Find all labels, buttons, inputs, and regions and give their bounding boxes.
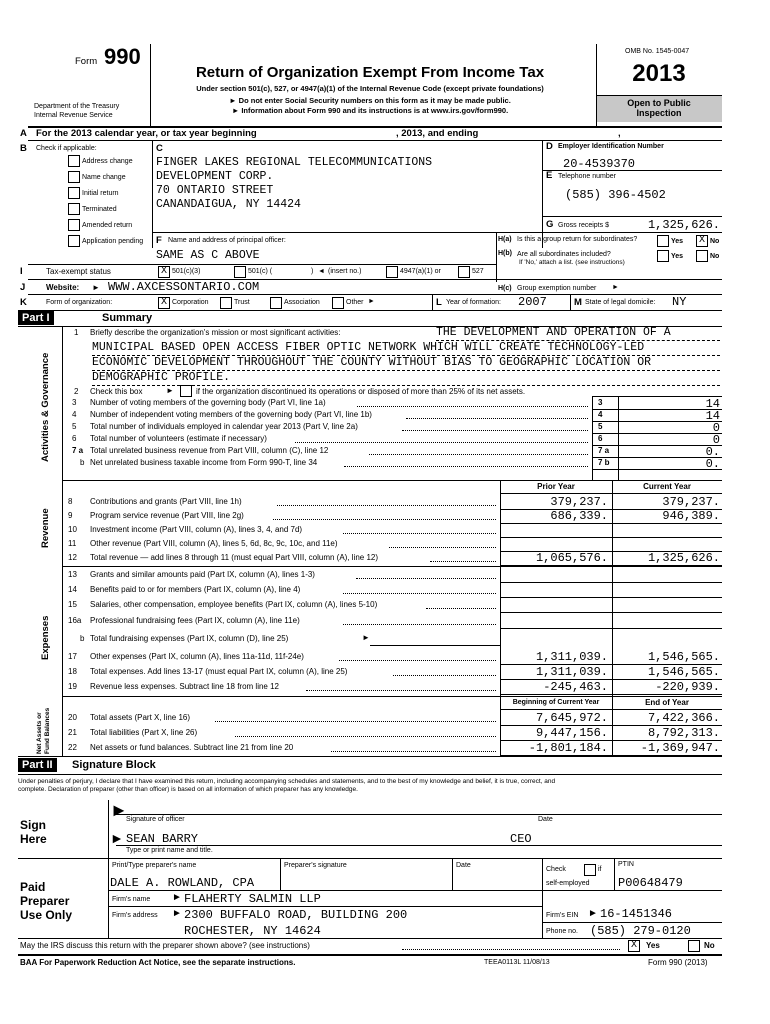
address-change-label: Address change <box>82 158 133 165</box>
open-inspection-badge <box>596 96 722 122</box>
gov-line-box: 3 <box>598 398 603 407</box>
money-line-leader <box>273 519 496 520</box>
form-header <box>0 0 770 130</box>
money-line-leader <box>389 547 496 548</box>
discontinued-checkbox[interactable] <box>180 385 192 397</box>
j-label: J <box>20 282 26 293</box>
gov-line-leader <box>357 406 589 407</box>
firm-name-label: Firm's name <box>112 896 151 903</box>
m-text: State of legal domicile: <box>585 299 656 306</box>
g-label: G <box>546 219 554 230</box>
gov-line-text: Net unrelated business taxable income from Form 990-T, line 34 <box>90 458 318 467</box>
if-label: if <box>598 866 602 873</box>
penalty-text-1: Under penalties of perjury, I declare that I have examined this return, including accompanying schedules and statements, and to the best of my knowledge and belief, it is true, correct, and <box>18 778 556 785</box>
current-value: 1,546,565. <box>647 665 720 679</box>
name-change-checkbox[interactable] <box>68 171 80 183</box>
money-line-rule <box>500 612 722 613</box>
i-title: Tax-exempt status <box>46 267 111 276</box>
org-name-address <box>156 156 432 212</box>
m-label: M <box>574 297 582 308</box>
money-line-leader <box>235 736 496 737</box>
4947-label: 4947(a)(1) or <box>400 268 441 275</box>
line2-arrow: ► <box>166 386 174 395</box>
firm-address-label: Firm's address <box>112 912 158 919</box>
gov-line-leader <box>406 418 588 419</box>
money-line-text: Grants and similar amounts paid (Part IX, column (A), lines 1-3) <box>90 570 315 579</box>
form-label: Form <box>75 56 98 67</box>
money-line-num: 12 <box>68 553 77 562</box>
ssn-notice: ► Do not enter Social Security numbers on this form as it may be made public. <box>229 96 511 105</box>
money-line-leader <box>343 624 496 625</box>
gov-line-text: Total number of volunteers (estimate if necessary) <box>90 434 267 443</box>
firm-address-line1: 2300 BUFFALO ROAD, BUILDING 200 <box>184 908 408 922</box>
k-title: Form of organization: <box>46 299 113 306</box>
line-a-label: A <box>20 128 27 139</box>
prior-value: 1,065,576. <box>535 551 608 565</box>
dept-irs: Internal Revenue Service <box>34 112 113 119</box>
mission-line4: DEMOGRAPHIC PROFILE. <box>92 371 720 386</box>
ptin-label: PTIN <box>618 861 634 868</box>
side-net-assets: Net Assets or <box>36 712 43 754</box>
gross-receipts-value: 1,325,626. <box>647 218 720 232</box>
ein-value: 20-4539370 <box>563 157 636 171</box>
part1-tag: Part I <box>18 311 54 325</box>
gov-line-num: 7 a <box>72 446 84 455</box>
money-line-rule <box>500 597 722 598</box>
money-line-leader <box>343 533 496 534</box>
line-a-text: For the 2013 calendar year, or tax year beginning <box>36 128 257 139</box>
line-a-mid: , 2013, and ending <box>396 128 479 139</box>
501c3-checkbox[interactable]: X <box>158 266 170 278</box>
money-line-leader <box>331 751 496 752</box>
sign-date-label: Date <box>538 816 553 823</box>
prior-value: 9,447,156. <box>535 726 608 740</box>
paid-label-3: Use Only <box>20 908 73 922</box>
gov-line-value: 0 <box>712 433 720 447</box>
line16b-num: b <box>80 634 85 643</box>
preparer-date-label: Date <box>456 862 471 869</box>
current-value: 7,422,366. <box>647 711 720 725</box>
gov-line-text: Total number of individuals employed in calendar year 2013 (Part V, line 2a) <box>90 422 358 431</box>
baa-text: BAA For Paperwork Reduction Act Notice, see the separate instructions. <box>20 958 296 967</box>
l-text: Year of formation: <box>446 299 501 306</box>
firm-phone-label: Phone no. <box>546 928 578 935</box>
current-value: 946,389. <box>662 509 720 523</box>
current-value: 1,546,565. <box>647 650 720 664</box>
money-line-text: Net assets or fund balances. Subtract line 21 from line 20 <box>90 743 294 752</box>
initial-return-label: Initial return <box>82 190 119 197</box>
org-city: CANANDAIGUA, NY 14424 <box>156 198 301 211</box>
side-expenses: Expenses <box>40 615 51 660</box>
ha-no-checkbox[interactable]: X <box>696 235 708 247</box>
corporation-checkbox[interactable]: X <box>158 297 170 309</box>
sign-label-1: Sign <box>20 818 46 832</box>
hb-label: H(b) <box>498 250 512 257</box>
f-label: F <box>156 235 162 246</box>
paid-label-1: Paid <box>20 880 46 894</box>
discuss-text: May the IRS discuss this return with the preparer shown above? (see instructions) <box>20 941 310 950</box>
line2-text-a: Check this box <box>90 387 143 396</box>
line2-text-b: if the organization discontinued its operations or disposed of more than 25% of its net assets. <box>196 387 526 396</box>
discuss-no-checkbox[interactable] <box>688 940 700 952</box>
hb-text: Are all subordinates included? <box>517 251 611 258</box>
gov-line-box: 6 <box>598 434 603 443</box>
officer-title: CEO <box>510 832 532 846</box>
money-line-text: Benefits paid to or for members (Part IX, column (A), line 4) <box>90 585 301 594</box>
form-subtitle: Under section 501(c), 527, or 4947(a)(1) of the Internal Revenue Code (except private foundations) <box>196 84 544 93</box>
prior-value: 686,339. <box>550 509 608 523</box>
col-end-year: End of Year <box>645 698 689 707</box>
f-title: Name and address of principal officer: <box>168 237 286 244</box>
line2-num: 2 <box>74 387 79 396</box>
gov-line-box: 5 <box>598 422 603 431</box>
d-title: Employer Identification Number <box>558 143 664 150</box>
money-line-text: Total revenue — add lines 8 through 11 (must equal Part VIII, column (A), line 12) <box>90 553 378 562</box>
ha-yes-checkbox[interactable] <box>657 235 669 247</box>
money-line-num: 14 <box>68 585 77 594</box>
ha-no-label: No <box>710 238 720 245</box>
money-line-rule <box>500 628 722 629</box>
money-line-leader <box>277 505 496 506</box>
open-inspection-line2: Inspection <box>636 108 682 118</box>
money-line-leader <box>356 578 496 579</box>
sign-arrow-2: ► <box>110 830 124 846</box>
current-value: -1,369,947. <box>640 741 720 755</box>
terminated-label: Terminated <box>82 206 117 213</box>
money-line-leader <box>215 721 497 722</box>
part2-title: Signature Block <box>72 759 156 771</box>
gov-line-text: Total unrelated business revenue from Part VIII, column (C), line 12 <box>90 446 329 455</box>
initial-return-checkbox[interactable] <box>68 187 80 199</box>
d-label: D <box>546 141 553 152</box>
money-line-num: 11 <box>68 539 77 548</box>
money-line-text: Total expenses. Add lines 13-17 (must equal Part IX, column (A), line 25) <box>90 667 348 676</box>
money-line-leader <box>339 660 496 661</box>
prior-value: 1,311,039. <box>535 650 608 664</box>
side-activities-governance: Activities & Governance <box>40 352 51 462</box>
527-checkbox[interactable] <box>458 266 470 278</box>
gov-line-value: 14 <box>705 397 720 411</box>
e-title: Telephone number <box>558 173 616 180</box>
money-line-text: Program service revenue (Part VIII, line 2g) <box>90 511 244 520</box>
hb-yes-checkbox[interactable] <box>657 250 669 262</box>
money-line-leader <box>430 561 496 562</box>
line16b-text: Total fundraising expenses (Part IX, column (D), line 25) <box>90 634 289 643</box>
money-line-num: 22 <box>68 743 77 752</box>
gov-line-leader <box>369 454 588 455</box>
b-check-if: Check if applicable: <box>36 145 97 152</box>
gov-line-leader <box>344 466 588 467</box>
money-line-num: 10 <box>68 525 77 534</box>
prior-value: 7,645,972. <box>535 711 608 725</box>
gov-line-box: 4 <box>598 410 603 419</box>
gov-line-leader <box>295 442 588 443</box>
info-notice-text: Information about Form 990 and its instructions is at www.irs.gov/form990. <box>241 106 509 115</box>
money-line-leader <box>306 690 496 691</box>
money-line-num: 8 <box>68 497 73 506</box>
org-street: 70 ONTARIO STREET <box>156 184 274 197</box>
l-label: L <box>436 297 442 308</box>
mission-line3: ECONOMIC DEVELOPMENT THROUGHOUT THE COUNTY WITHOUT BIAS TO GEOGRAPHIC LOCATION OR <box>92 356 720 371</box>
form-code: TEEA0113L 11/08/13 <box>484 959 550 966</box>
type-print-label: Type or print name and title. <box>126 847 213 854</box>
firm-address-arrow: ► <box>172 908 182 919</box>
part2-tag: Part II <box>18 758 57 772</box>
application-pending-label: Application pending <box>82 238 144 245</box>
money-line-num: 20 <box>68 713 77 722</box>
ha-text: Is this a group return for subordinates? <box>517 236 638 243</box>
hb-no-checkbox[interactable] <box>696 250 708 262</box>
discuss-yes-label: Yes <box>646 941 660 950</box>
self-employed-checkbox[interactable] <box>584 864 596 876</box>
penalty-text-2: complete. Declaration of preparer (other than officer) is based on all information of which preparer has any knowledge. <box>18 786 358 793</box>
preparer-name-label: Print/Type preparer's name <box>112 862 197 869</box>
terminated-checkbox[interactable] <box>68 203 80 215</box>
prior-value: -245,463. <box>543 680 608 694</box>
preparer-signature-label: Preparer's signature <box>284 862 347 869</box>
money-line-num: 18 <box>68 667 77 676</box>
gov-line-leader <box>402 430 588 431</box>
col-prior-year: Prior Year <box>537 482 575 491</box>
firm-ein-arrow: ► <box>588 908 598 919</box>
firm-address-line2: ROCHESTER, NY 14624 <box>184 924 321 938</box>
money-line-rule <box>500 537 722 538</box>
money-line-text: Professional fundraising fees (Part IX, column (A), line 11e) <box>90 616 300 625</box>
current-value: 8,792,313. <box>647 726 720 740</box>
money-line-num: 16a <box>68 616 82 625</box>
money-line-text: Other expenses (Part IX, column (A), lines 11a-11d, 11f-24e) <box>90 652 304 661</box>
gov-line-box: 7 b <box>598 458 610 467</box>
b-label: B <box>20 143 27 154</box>
money-line-leader <box>393 675 496 676</box>
open-inspection-line1: Open to Public <box>627 98 691 108</box>
money-line-text: Total assets (Part X, line 16) <box>90 713 191 722</box>
col-current-year: Current Year <box>643 482 691 491</box>
mission-line2: MUNICIPAL BASED OPEN ACCESS FIBER OPTIC NETWORK WHICH WILL CREATE TECHNOLOGY-LED <box>92 341 720 356</box>
501c-checkbox[interactable] <box>234 266 246 278</box>
officer-name: SEAN BARRY <box>126 832 199 846</box>
other-arrow: ► <box>368 298 375 305</box>
officer-signature-label: Signature of officer <box>126 816 185 823</box>
firm-phone: (585) 279-0120 <box>590 924 691 938</box>
other-checkbox[interactable] <box>332 297 344 309</box>
gov-box-top <box>592 396 722 397</box>
phone-value: (585) 396-4502 <box>565 188 666 202</box>
i-label: I <box>20 266 23 277</box>
gov-line-text: Number of voting members of the governing body (Part VI, line 1a) <box>90 398 326 407</box>
discuss-yes-checkbox[interactable]: X <box>628 940 640 952</box>
org-name-line1: FINGER LAKES REGIONAL TELECOMMUNICATIONS <box>156 156 433 169</box>
501c3-label: 501(c)(3) <box>172 268 201 275</box>
money-line-text: Investment income (Part VIII, column (A), lines 3, 4, and 7d) <box>90 525 303 534</box>
gov-line-value: 0. <box>705 445 720 459</box>
line16b-arrow: ► <box>362 633 370 642</box>
paid-label-2: Preparer <box>20 894 70 908</box>
money-line-rule <box>500 694 722 695</box>
gov-line-num: 3 <box>72 398 77 407</box>
ha-label: H(a) <box>498 236 512 243</box>
ha-yes-label: Yes <box>671 238 684 245</box>
prior-value: 379,237. <box>550 495 608 509</box>
omb-number: OMB No. 1545-0047 <box>625 48 690 55</box>
gov-line-rule <box>592 469 722 470</box>
gov-box-sep <box>592 396 593 480</box>
hb-yes-label: Yes <box>671 253 684 260</box>
association-label: Association <box>284 299 320 306</box>
current-value: 379,237. <box>662 495 720 509</box>
trust-checkbox[interactable] <box>220 297 232 309</box>
side-revenue: Revenue <box>40 508 51 548</box>
501c-label: 501(c) ( <box>248 268 273 275</box>
application-pending-checkbox[interactable] <box>68 235 80 247</box>
gov-line-value: 0. <box>705 457 720 471</box>
side-fund-balances: Fund Balances <box>44 707 51 754</box>
gov-line-box: 7 a <box>598 446 610 455</box>
c-label: C <box>156 143 163 154</box>
hb-no-label: No <box>710 253 720 260</box>
discuss-no-label: No <box>704 941 715 950</box>
line-a-end: , <box>618 128 621 139</box>
money-line-num: 9 <box>68 511 73 520</box>
money-line-rule <box>500 523 722 524</box>
col-beginning-year: Beginning of Current Year <box>512 699 600 706</box>
hc-arrow: ► <box>612 284 619 291</box>
hc-text: Group exemption number <box>517 285 597 292</box>
4947-checkbox[interactable] <box>386 266 398 278</box>
e-label: E <box>546 170 553 181</box>
gov-line-num: 5 <box>72 422 77 431</box>
money-line-text: Total liabilities (Part X, line 26) <box>90 728 198 737</box>
amended-return-checkbox[interactable] <box>68 219 80 231</box>
gov-line-num: 6 <box>72 434 77 443</box>
firm-name: FLAHERTY SALMIN LLP <box>184 892 321 906</box>
sign-label-2: Here <box>20 832 47 846</box>
money-line-rule <box>500 582 722 583</box>
line1-text: Briefly describe the organization's mission or most significant activities: <box>90 328 341 337</box>
insert-no-label: (insert no.) <box>328 268 362 275</box>
money-line-num: 21 <box>68 728 77 737</box>
k-label: K <box>20 297 27 308</box>
name-change-label: Name change <box>82 174 126 181</box>
gov-line-value: 14 <box>705 409 720 423</box>
g-title: Gross receipts $ <box>558 222 609 229</box>
money-line-num: 13 <box>68 570 77 579</box>
website-value: WWW.AXCESSONTARIO.COM <box>108 280 260 294</box>
trust-label: Trust <box>234 299 250 306</box>
money-line-leader <box>343 593 496 594</box>
other-label: Other <box>346 299 364 306</box>
money-line-text: Revenue less expenses. Subtract line 18 from line 12 <box>90 682 279 691</box>
corporation-label: Corporation <box>172 299 209 306</box>
line1-num: 1 <box>74 328 79 337</box>
dept-treasury: Department of the Treasury <box>34 103 120 110</box>
j-arrow: ► <box>92 283 100 292</box>
mission-line1: THE DEVELOPMENT AND OPERATION OF A <box>436 326 720 341</box>
self-employed-label: self-employed <box>546 880 590 887</box>
org-name-line2: DEVELOPMENT CORP. <box>156 170 274 183</box>
tax-year: 2013 <box>632 60 686 87</box>
gov-line-value: 0 <box>712 421 720 435</box>
firm-ein: 16-1451346 <box>600 907 673 921</box>
gov-line-num: 4 <box>72 410 77 419</box>
state-domicile-value: NY <box>672 295 687 309</box>
prior-value: 1,311,039. <box>535 665 608 679</box>
current-value: 1,325,626. <box>647 551 720 565</box>
501c-close: ) <box>311 268 314 275</box>
year-formation-value: 2007 <box>518 295 547 309</box>
gov-value-sep <box>618 396 619 480</box>
money-line-leader <box>426 608 496 609</box>
amended-return-label: Amended return <box>82 222 133 229</box>
info-notice: ► Information about Form 990 and its instructions is at www.irs.gov/form990. <box>231 106 509 115</box>
money-line-text: Other revenue (Part VIII, column (A), lines 5, 6d, 8c, 9c, 10c, and 11e) <box>90 539 338 548</box>
hb-note: If 'No,' attach a list. (see instructions) <box>519 259 625 266</box>
sign-arrow-1: ► <box>110 800 128 820</box>
principal-officer-value: SAME AS C ABOVE <box>156 249 260 262</box>
money-line-num: 17 <box>68 652 77 661</box>
ptin-value: P00648479 <box>618 876 683 890</box>
part1-title: Summary <box>102 312 153 324</box>
prior-value: -1,801,184. <box>528 741 608 755</box>
money-line-num: 19 <box>68 682 77 691</box>
preparer-name: DALE A. ROWLAND, CPA <box>110 876 255 890</box>
j-title: Website: <box>46 283 80 292</box>
hc-label: H(c) <box>498 285 512 292</box>
money-line-text: Contributions and grants (Part VIII, line 1h) <box>90 497 242 506</box>
form-footer: Form 990 (2013) <box>648 958 708 967</box>
form-title: Return of Organization Exempt From Income Tax <box>195 64 545 81</box>
insert-no-arrow: ◄ <box>318 268 325 275</box>
form-number: 990 <box>104 44 141 69</box>
firm-name-arrow: ► <box>172 892 182 903</box>
current-value: -220,939. <box>655 680 720 694</box>
firm-ein-label: Firm's EIN <box>546 912 579 919</box>
money-line-num: 15 <box>68 600 77 609</box>
527-label: 527 <box>472 268 484 275</box>
ssn-notice-text: Do not enter Social Security numbers on this form as it may be made public. <box>238 96 511 105</box>
check-label: Check <box>546 866 566 873</box>
gov-line-text: Number of independent voting members of the governing body (Part VI, line 1b) <box>90 410 372 419</box>
association-checkbox[interactable] <box>270 297 282 309</box>
address-change-checkbox[interactable] <box>68 155 80 167</box>
gov-line-num: b <box>80 458 85 467</box>
money-line-text: Salaries, other compensation, employee benefits (Part IX, column (A), lines 5-10) <box>90 600 378 609</box>
